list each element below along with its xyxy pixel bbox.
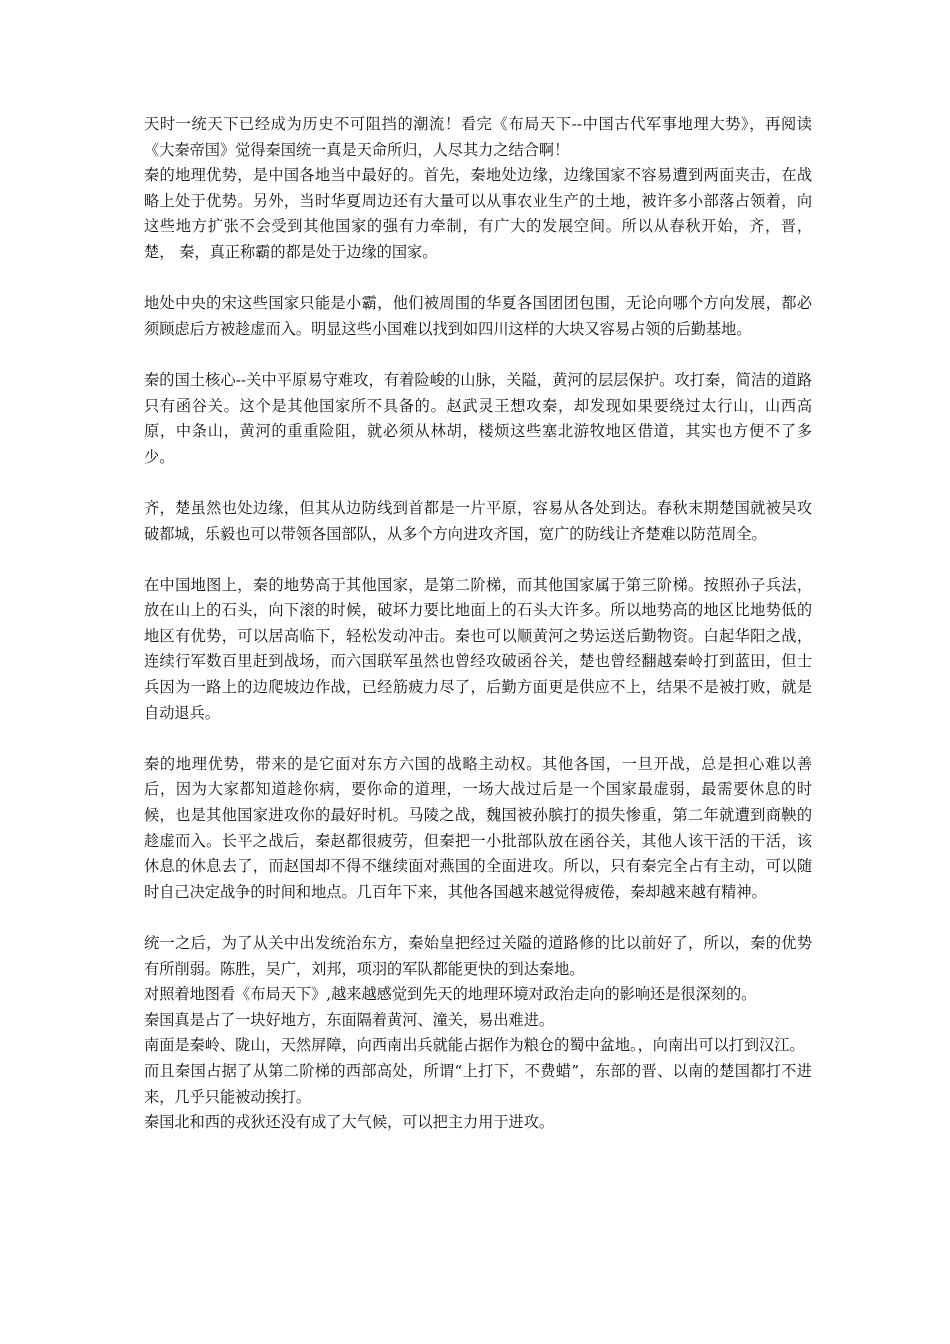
paragraph-10: 秦国真是占了一块好地方，东面隔着黄河、潼关，易出难进。 bbox=[144, 1010, 555, 1029]
article-body bbox=[144, 112, 812, 1136]
paragraph-7: 秦的地理优势，带来的是它面对东方六国的战略主动权。其他各国，一旦开战，总是担心难以善后，因为大家都知道趁你病，要你命的道理，一场大战过后是一个国家最虚弱，最需要休息的时候，也是其他国家进攻你的最好时机。马陵之战，魏国被孙膑打的损失惨重，第二年就遭到商鞅的趁虚而入。长平之战后，秦赵都很疲劳，但秦把一小批部队放在函谷关，其他人该干活的干活，该休息的休息去了，而赵国却不得不继续面对燕国的全面进攻。所以，只有秦完全占有主动，可以随时自己决定战争的时间和地点。几百年下来，其他各国越来越觉得疲倦，秦却越来越有精神。 bbox=[144, 754, 812, 901]
paragraph-gap bbox=[144, 905, 812, 931]
paragraph-5: 齐，楚虽然也处边缘，但其从边防线到首都是一片平原，容易从各处到达。春秋末期楚国就被吴攻破都城，乐毅也可以带领各国部队，从多个方向进攻齐国，宽广的防线让齐楚难以防范周全。 bbox=[144, 498, 812, 543]
paragraph-13: 秦国北和西的戎狄还没有成了大气候，可以把主力用于进攻。 bbox=[144, 1113, 555, 1132]
paragraph-gap bbox=[144, 342, 812, 368]
paragraph-gap bbox=[144, 547, 812, 573]
paragraph-gap bbox=[144, 726, 812, 752]
paragraph-3: 地处中央的宋这些国家只能是小霸，他们被周围的华夏各国团团包围，无论向哪个方向发展，都必须顾虑后方被趁虚而入。明显这些小国难以找到如四川这样的大块又容易占领的后勤基地。 bbox=[144, 294, 812, 338]
paragraph-1: 天时一统天下已经成为历史不可阻挡的潮流！看完《布局天下--中国古代军事地理大势》，再阅读《大秦帝国》觉得秦国统一真是天命所归，人尽其力之结合啊！ bbox=[144, 115, 812, 159]
paragraph-9: 对照着地图看《布局天下》,越来越感觉到先天的地理环境对政治走向的影响还是很深刻的。 bbox=[144, 985, 757, 1004]
paragraph-gap bbox=[144, 470, 812, 496]
paragraph-12: 而且秦国占据了从第二阶梯的西部高处，所谓“上打下，不费蜡”，东部的晋、以南的楚国都打不进来，几乎只能被动挨打。 bbox=[144, 1061, 812, 1106]
paragraph-2: 秦的地理优势，是中国各地当中最好的。首先，秦地处边缘，边缘国家不容易遭到两面夹击，在战略上处于优势。另外，当时华夏周边还有大量可以从事农业生产的土地，被许多小部落占领着，向这些地方扩张不会受到其他国家的强有力牵制，有广大的发展空间。所以从春秋开始，齐，晋，楚， 秦，真正称霸的都是处于边缘的国家。 bbox=[144, 166, 812, 261]
paragraph-4: 秦的国土核心--关中平原易守难攻，有着险峻的山脉，关隘，黄河的层层保护。攻打秦，简洁的道路只有函谷关。这个是其他国家所不具备的。赵武灵王想攻秦，却发现如果要绕过太行山，山西高原，中条山，黄河的重重险阻，就必须从林胡，楼烦这些塞北游牧地区借道，其实也方便不了多少。 bbox=[144, 370, 812, 466]
paragraph-6: 在中国地图上，秦的地势高于其他国家，是第二阶梯，而其他国家属于第三阶梯。按照孙子兵法，放在山上的石头，向下滚的时候，破坏力要比地面上的石头大许多。所以地势高的地区比地势低的地区有优势，可以居高临下，轻松发动冲击。秦也可以顺黄河之势运送后勤物资。白起华阳之战，连续行军数百里赶到战场，而六国联军虽然也曾经攻破函谷关，楚也曾经翻越秦岭打到蓝田，但士兵因为一路上的边爬坡边作战，已经筋疲力尽了，后勤方面更是供应不上，结果不是被打败，就是自动退兵。 bbox=[144, 575, 812, 722]
paragraph-gap bbox=[144, 266, 812, 292]
paragraph-8: 统一之后，为了从关中出发统治东方，秦始皇把经过关隘的道路修的比以前好了，所以，秦的优势有所削弱。陈胜，吴广，刘邦，项羽的军队都能更快的到达秦地。 bbox=[144, 934, 812, 978]
paragraph-11: 南面是秦岭、陇山，天然屏障，向西南出兵就能占据作为粮仓的蜀中盆地。，向南出可以打到汉江。 bbox=[144, 1036, 805, 1055]
